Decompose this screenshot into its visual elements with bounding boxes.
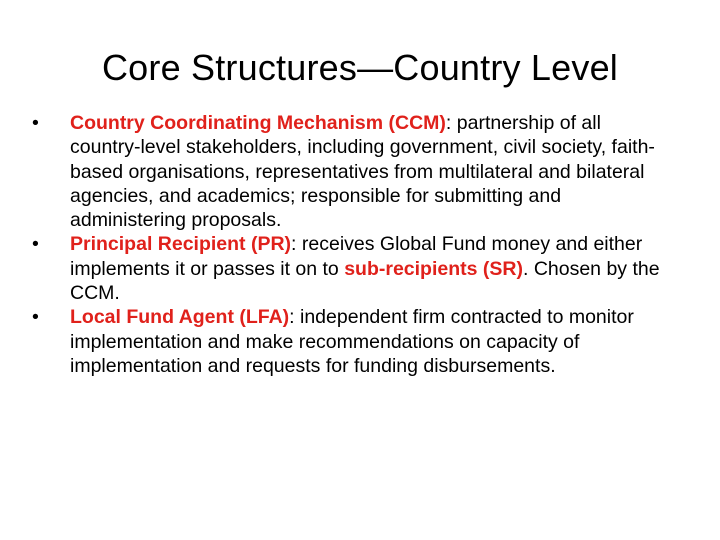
bullet-pr — [32, 232, 672, 305]
slide-title: Core Structures—Country Level — [101, 47, 618, 88]
term-pr: Principal Recipient (PR) — [70, 233, 292, 256]
description-lfa: : independent firm contracted to monitor implementation and make recommendations on capacity of implementation and requests for funding disbursements. — [70, 306, 634, 377]
description-pr: : receives Global Fund money and either implements it or passes it on to — [70, 233, 643, 280]
bullet-ccm — [32, 111, 672, 232]
term-sr: sub-recipients (SR) — [344, 257, 523, 280]
bullet-marker: • — [32, 233, 39, 256]
bullet-marker: • — [32, 112, 39, 134]
term-lfa: Local Fund Agent (LFA) — [70, 306, 290, 329]
description-ccm: : partnership of all country-level stakeholders, including government, civil society, faith-based organisations, representatives from multilateral and bilateral agencies, and academics; responsible for submitting and administering proposals. — [70, 112, 655, 232]
bullet-marker: • — [32, 306, 39, 329]
bullet-list — [32, 111, 672, 378]
description-pr-end: . Chosen by the CCM. — [70, 257, 660, 305]
term-ccm: Country Coordinating Mechanism (CCM) — [70, 112, 446, 134]
bullet-lfa — [32, 305, 672, 378]
